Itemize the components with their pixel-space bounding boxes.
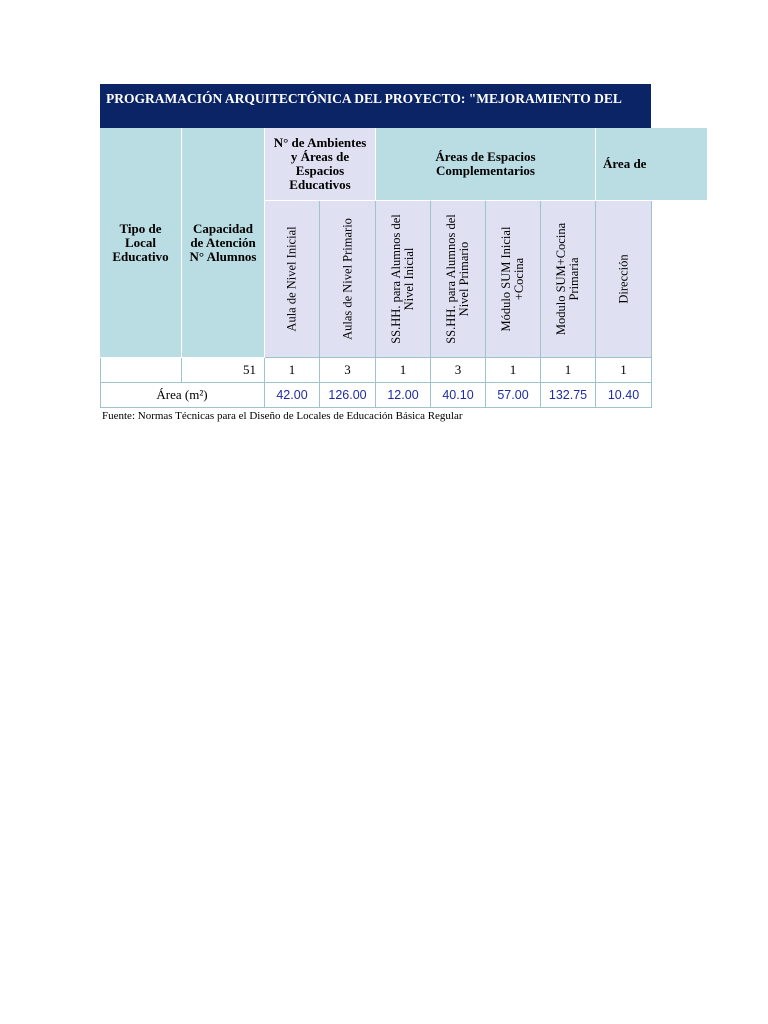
col-header-sum-inicial: [486, 201, 541, 358]
area-label: Área (m²): [100, 383, 265, 408]
count-cell: 3: [431, 358, 486, 383]
area-cell: 40.10: [431, 383, 486, 408]
area-cell: 12.00: [376, 383, 431, 408]
area-cell: 132.75: [541, 383, 596, 408]
col-header-label: Módulo SUM Inicial +Cocina: [499, 226, 526, 332]
col-header-label: Modulo SUM+Cocina Primaria: [554, 222, 581, 336]
col-header-label: Aulas de Nivel Primario: [340, 218, 354, 340]
header-tipo-local: Tipo de Local Educativo: [100, 128, 182, 358]
count-cell: 1: [376, 358, 431, 383]
col-header-label: SS.HH. para Alumnos del Nivel Primario: [444, 214, 471, 344]
title-strip: [651, 84, 708, 128]
header-ambientes: N° de Ambientes y Áreas de Espacios Educativos: [265, 128, 376, 201]
count-tipo: [100, 358, 182, 383]
area-cell: 57.00: [486, 383, 541, 408]
col-header-label: Aula de Nivel Inicial: [284, 226, 299, 332]
area-cell: 10.40: [596, 383, 652, 408]
source-footnote: Fuente: Normas Técnicas para el Diseño de Locales de Educación Básica Regular: [102, 410, 463, 422]
col-header-aula-inicial: [265, 201, 320, 358]
col-header-sshh-inicial: [376, 201, 431, 358]
col-header-direccion: [596, 201, 652, 358]
count-cell: 1: [486, 358, 541, 383]
count-cell: 3: [320, 358, 376, 383]
count-cell: 1: [541, 358, 596, 383]
header-complementarios: Áreas de Espacios Complementarios: [376, 128, 596, 201]
count-capacidad: 51: [182, 358, 265, 383]
col-header-label: SS.HH. para Alumnos del Nivel Inicial: [389, 214, 416, 344]
col-header-aulas-primario: [320, 201, 376, 358]
area-cell: 42.00: [265, 383, 320, 408]
header-capacidad: Capacidad de Atención N° Alumnos: [182, 128, 265, 358]
area-cell: 126.00: [320, 383, 376, 408]
col-header-sshh-primario: [431, 201, 486, 358]
col-header-sum-primaria: [541, 201, 596, 358]
col-header-label: Dirección: [616, 254, 630, 304]
count-cell: 1: [265, 358, 320, 383]
title-bar: PROGRAMACIÓN ARQUITECTÓNICA DEL PROYECTO: "MEJORAMIENTO DEL: [100, 84, 651, 128]
count-cell: 1: [596, 358, 652, 383]
header-area-de: Área de: [596, 128, 708, 201]
